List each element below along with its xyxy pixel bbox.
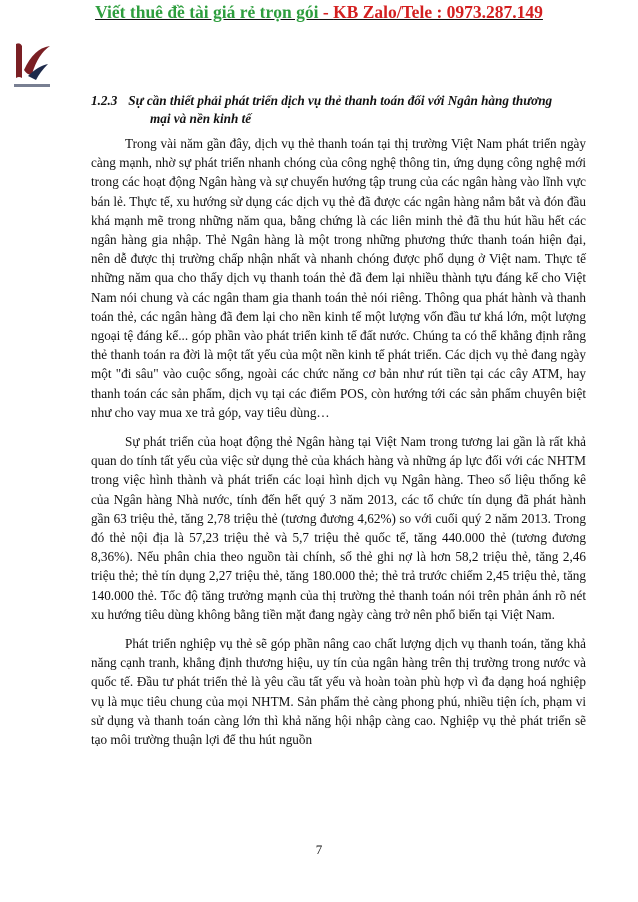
paragraph: Trong vài năm gần đây, dịch vụ thẻ thanh toán tại thị trường Việt Nam phát triển ngày càng mạnh, nhờ sự phát triển nhanh chóng của công nghệ thông tin, ứng dụng công nghệ mới trong các hoạt động Ngân hàng và sự chuyển hướng tập trung của các ngân hàng vào lĩnh vực bán lẻ. Thực tế, xu hướng sử dụng các dịch vụ thẻ đã được các ngân hàng nắm bắt và đón đầu khá mạnh mẽ trong những năm qua, bằng chứng là các liên minh thẻ đã thu hút hầu hết các ngân hàng gia nhập. Thẻ Ngân hàng là một trong những phương thức thanh toán hiện đại, nên dễ được thị trường chấp nhận nhất và nhanh chóng được phổ dụng ở Việt nam. Thực tế những năm qua cho thấy dịch vụ thanh toán thẻ đã đem lại nhiều thành tựu đáng kể cho Việt Nam nói chung và các ngân tham gia thanh toán thẻ nói riêng. Thông qua phát hành và thanh toán thẻ, các ngân hàng đã đem lại cho nền kinh tế một lượng vốn đầu tư khá lớn, một lượng ngoại tệ đáng kể... góp phần vào phát triển kinh tế đất nước. Chúng ta có thể khẳng định rằng thẻ thanh toán ra đời là một tất yếu của một nền kinh tế phát triển. Các dịch vụ thẻ đang ngày một "đi sâu" vào cuộc sống, ngoài các chức năng cơ bản như rút tiền tại các cây ATM, hay thanh toán các sản phẩm, dịch vụ tại các điểm POS, còn hướng tới các sản phẩm chuyên biệt như cho vay mua xe trả góp, vay tiêu dùng… (91, 136, 586, 420)
section-number: 1.2.3 (91, 93, 118, 108)
logo-mark-icon (10, 40, 56, 92)
section-heading-line1 (91, 92, 586, 110)
section-heading (91, 92, 586, 128)
section-title-part2: mại và nền kinh tế (150, 111, 252, 126)
banner-service-text[interactable]: Viết thuê đề tài giá rẻ trọn gói (95, 2, 319, 22)
body-text (91, 134, 586, 759)
banner-separator: - (318, 2, 334, 22)
page-number: 7 (315, 842, 323, 857)
banner-contact-text[interactable]: KB Zalo/Tele : 0973.287.149 (333, 2, 543, 22)
promo-banner[interactable] (0, 2, 638, 23)
university-logo (10, 40, 56, 92)
paragraph: Sự phát triển của hoạt động thẻ Ngân hàng tại Việt Nam trong tương lai gần là rất khả quan do tính tất yếu của việc sử dụng thẻ của khách hàng và những áp lực đối với các NHTM trong việc hình thành và phát triển các loại hình dịch vụ Ngân hàng. Theo số liệu thống kê của Ngân hàng Nhà nước, tính đến hết quý 3 năm 2013, các tổ chức tín dụng đã phát hành gần 63 triệu thẻ, tăng 2,78 triệu thẻ (tương đương 4,62%) so với cuối quý 2 năm 2013. Trong đó thẻ nội địa là 57,23 triệu thẻ và 5,7 triệu thẻ quốc tế, tăng 440.000 thẻ (tương đương 8,36%). Nếu phân chia theo nguồn tài chính, số thẻ ghi nợ là hơn 58,2 triệu thẻ, tăng 2,46 triệu thẻ; thẻ tín dụng 2,27 triệu thẻ, tăng 180.000 thẻ; thẻ trả trước chiếm 2,45 triệu thẻ, tăng 140.000 thẻ. Tốc độ tăng trưởng mạnh của thị trường thẻ thanh toán nói trên phản ánh rõ nét xu hướng tiêu dùng không bằng tiền mặt đang ngày càng trở nên phổ biến tại Việt Nam. (91, 434, 586, 622)
section-title-part1: Sự cần thiết phải phát triển dịch vụ thẻ thanh toán đối với Ngân hàng thương (128, 93, 553, 108)
paragraph: Phát triển nghiệp vụ thẻ sẽ góp phần nâng cao chất lượng dịch vụ thanh toán, tăng khả năng cạnh tranh, khẳng định thương hiệu, uy tín của ngân hàng trên thị trường trong nước và quốc tế. Đầu tư phát triển thẻ là yêu cầu tất yếu và hoàn toàn phù hợp vì đa dạng hoá nghiệp vụ là mục tiêu chung của mọi NHTM. Sản phẩm thẻ càng phong phú, nhiều tiện ích, phạm vi sử dụng và thanh toán càng lớn thì khả năng hội nhập càng cao. Nghiệp vụ thẻ phát triển sẽ tạo môi trường thuận lợi để thu hút nguồn (91, 636, 586, 748)
